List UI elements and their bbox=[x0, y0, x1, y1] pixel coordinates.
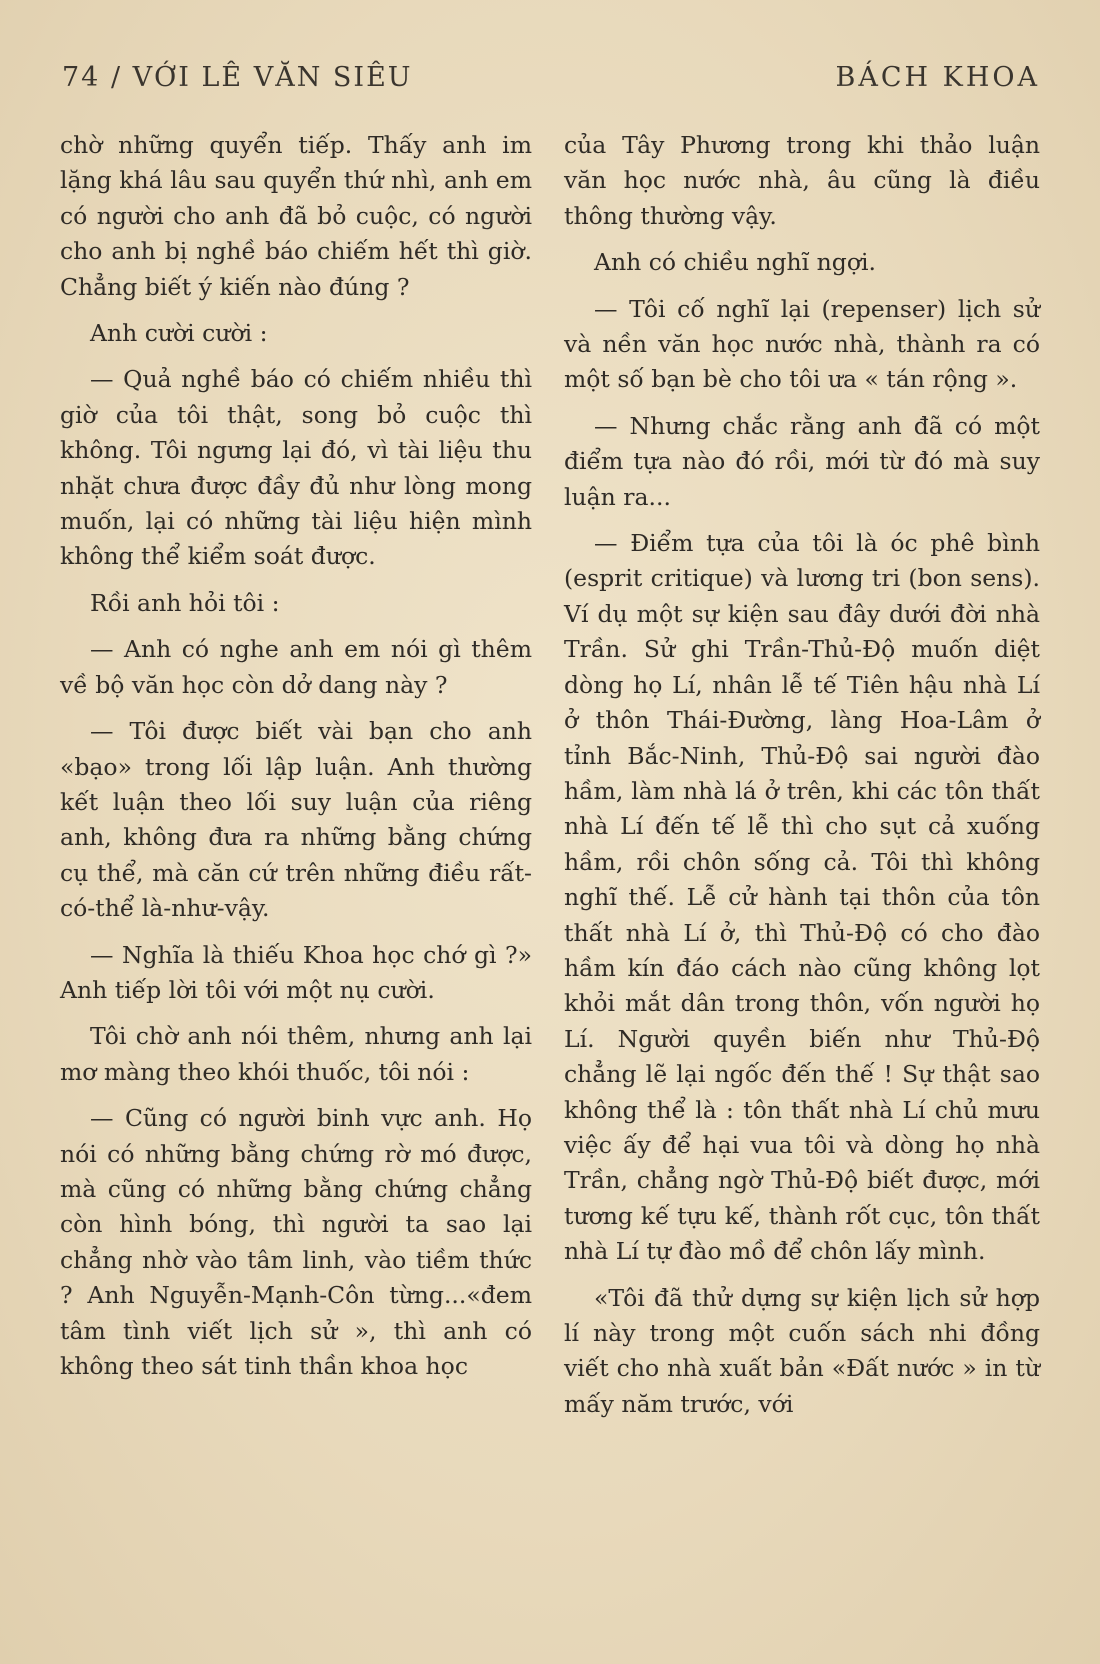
right-column bbox=[564, 128, 1040, 1433]
header-page-title: 74 / VỚI LÊ VĂN SIÊU bbox=[62, 62, 413, 93]
paragraph: — Tôi cố nghĩ lại (repenser) lịch sử và nền văn học nước nhà, thành ra có một số bạn bè cho tôi ưa « tán rộng ». bbox=[564, 294, 1040, 394]
left-column bbox=[60, 128, 532, 1395]
paragraph: chờ những quyển tiếp. Thấy anh im lặng khá lâu sau quyển thứ nhì, anh em có người cho anh đã bỏ cuộc, có người cho anh bị nghề báo chiếm hết thì giờ. Chẳng biết ý kiến nào đúng ? bbox=[60, 131, 532, 301]
paragraph: — Điểm tựa của tôi là óc phê bình (esprit critique) và lương tri (bon sens). Ví dụ một sự kiện sau đây dưới đời nhà Trần. Sử ghi Trần-Thủ-Độ muốn diệt dòng họ Lí, nhân lễ tế Tiên hậu nhà Lí ở thôn Thái-Đường, làng Hoa-Lâm ở tỉnh Bắc-Ninh, Thủ-Độ sai người đào hầm, làm nhà lá ở trên, khi các tôn thất nhà Lí đến tế lễ thì cho sụt cả xuống hầm, rồi chôn sống cả. Tôi thì không nghĩ thế. Lễ cử hành tại thôn của tôn thất nhà Lí ở, thì Thủ-Độ có cho đào hầm kín đáo cách nào cũng không lọt khỏi mắt dân trong thôn, vốn người họ Lí. Người quyền biến như Thủ-Độ chẳng lẽ lại ngốc đến thế ! Sự thật sao không thể là : tôn thất nhà Lí chủ mưu việc ấy để hại vua tôi và dòng họ nhà Trần, chẳng ngờ Thủ-Độ biết được, mới tương kế tựu kế, thành rốt cục, tôn thất nhà Lí tự đào mồ để chôn lấy mình. bbox=[564, 529, 1040, 1266]
paragraph: — Anh có nghe anh em nói gì thêm về bộ văn học còn dở dang này ? bbox=[60, 635, 532, 699]
paragraph: Rồi anh hỏi tôi : bbox=[90, 588, 280, 617]
paragraph: của Tây Phương trong khi thảo luận văn học nước nhà, âu cũng là điều thông thường vậy. bbox=[564, 131, 1040, 230]
paragraph: Anh có chiều nghĩ ngợi. bbox=[594, 248, 876, 277]
page-header bbox=[62, 62, 1040, 102]
paragraph: Tôi chờ anh nói thêm, nhưng anh lại mơ màng theo khói thuốc, tôi nói : bbox=[60, 1022, 532, 1086]
paragraph: — Nghĩa là thiếu Khoa học chớ gì ?» Anh tiếp lời tôi với một nụ cười. bbox=[60, 940, 532, 1004]
paragraph: «Tôi đã thử dựng sự kiện lịch sử hợp lí này trong một cuốn sách nhi đồng viết cho nhà xuất bản «Đất nước » in từ mấy năm trước, với bbox=[564, 1283, 1040, 1418]
paragraph: Anh cười cười : bbox=[90, 319, 268, 348]
paragraph: — Tôi được biết vài bạn cho anh «bạo» trong lối lập luận. Anh thường kết luận theo lối suy luận của riêng anh, không đưa ra những bằng chứng cụ thể, mà căn cứ trên những điều rất-có-thể là-như-vậy. bbox=[60, 717, 532, 923]
paragraph: — Nhưng chắc rằng anh đã có một điểm tựa nào đó rồi, mới từ đó mà suy luận ra... bbox=[564, 411, 1040, 511]
paragraph: — Quả nghề báo có chiếm nhiều thì giờ của tôi thật, song bỏ cuộc thì không. Tôi ngưng lại đó, vì tài liệu thu nhặt chưa được đầy đủ như lòng mong muốn, lại có những tài liệu hiện mình không thể kiểm soát được. bbox=[60, 365, 532, 571]
header-magazine-name: BÁCH KHOA bbox=[835, 62, 1040, 93]
paragraph: — Cũng có người binh vực anh. Họ nói có những bằng chứng rờ mó được, mà cũng có những bằng chứng chẳng còn hình bóng, thì người ta sao lại chẳng nhờ vào tâm linh, vào tiềm thức ? Anh Nguyễn-Mạnh-Côn từng...«đem tâm tình viết lịch sử », thì anh có không theo sát tinh thần khoa học bbox=[60, 1104, 532, 1380]
